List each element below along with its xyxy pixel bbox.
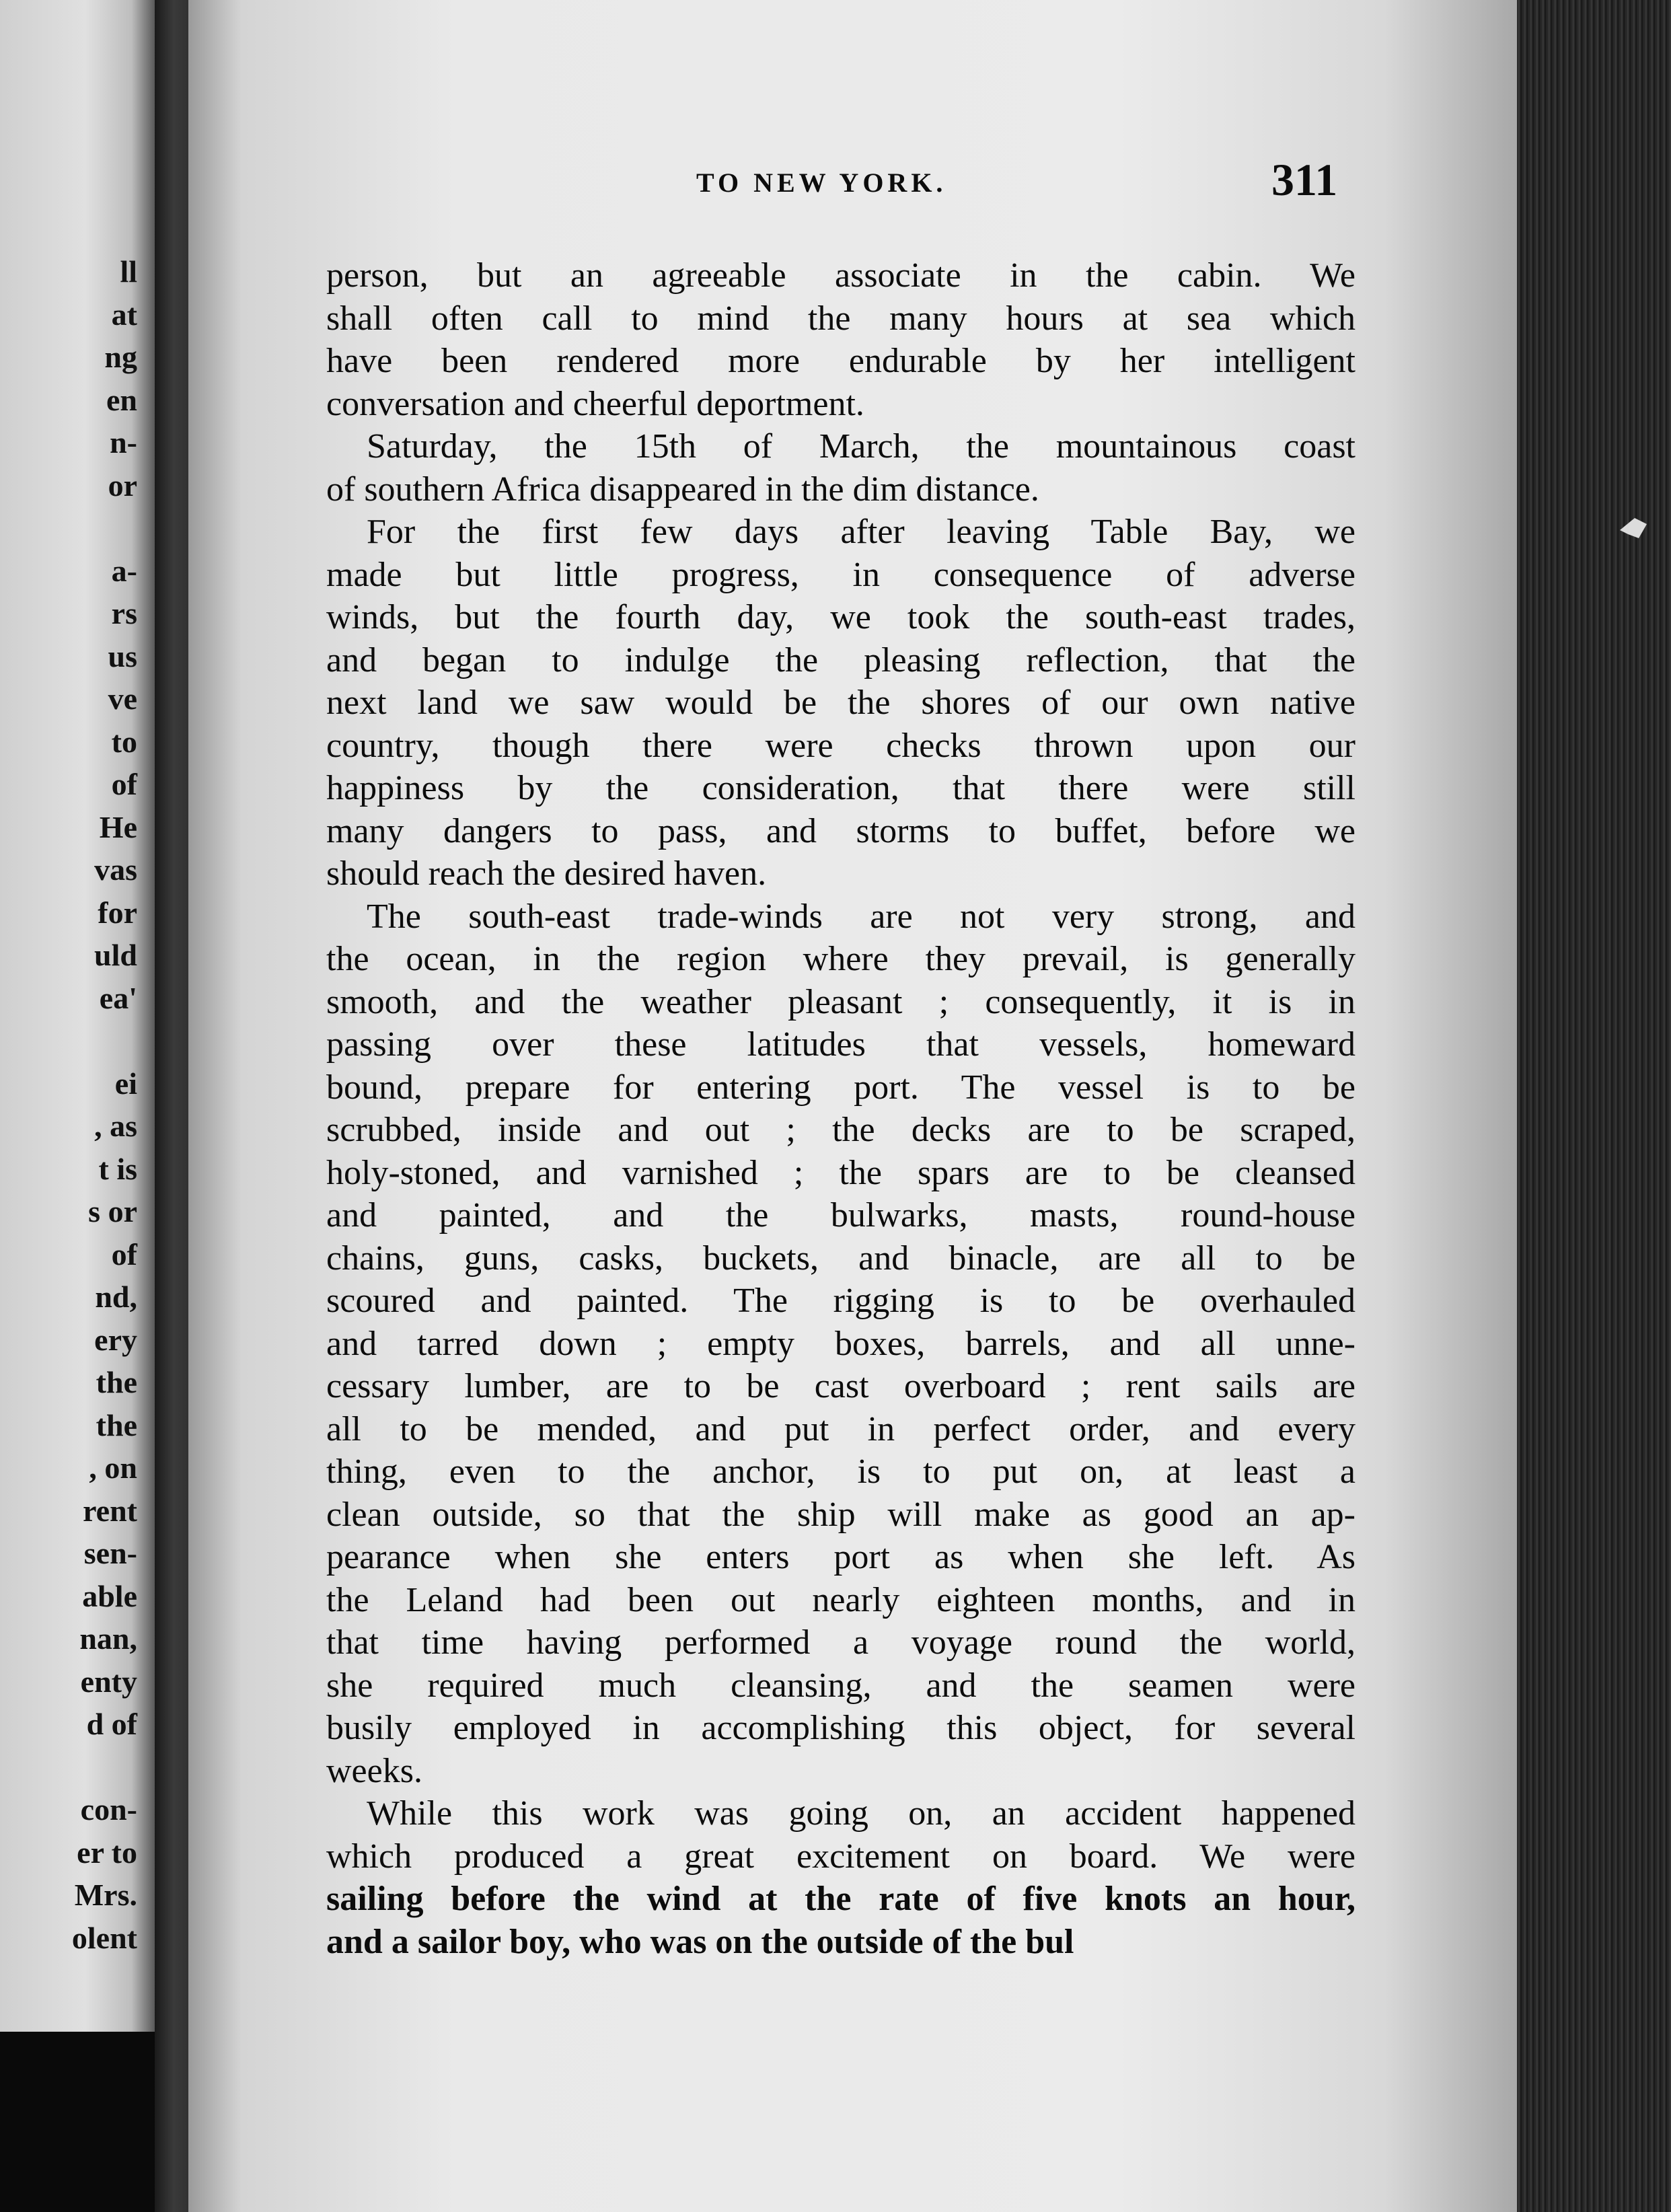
previous-page-line bbox=[72, 1746, 137, 1789]
text-line: person, but an agreeable associate in the cabin. We bbox=[326, 256, 1356, 295]
previous-page-line: uld bbox=[94, 938, 137, 972]
text-line: clean outside, so that the ship will make as good an ap- bbox=[326, 1495, 1356, 1534]
previous-page-line: or bbox=[108, 468, 137, 503]
previous-page-line: to bbox=[111, 724, 137, 759]
text-line: that time having performed a voyage round the world, bbox=[326, 1623, 1356, 1662]
text-line: next land we saw would be the shores of our own native bbox=[326, 684, 1356, 722]
paragraph bbox=[326, 254, 1356, 425]
previous-page-line: vas bbox=[94, 852, 137, 887]
previous-page-line: n- bbox=[110, 425, 137, 459]
previous-page-line: olent bbox=[71, 1920, 137, 1955]
previous-page-line: the bbox=[96, 1407, 137, 1442]
text-line: thing, even to the anchor, is to put on, at least a bbox=[326, 1452, 1356, 1491]
previous-page-line: ng bbox=[104, 340, 137, 374]
text-line: all to be mended, and put in perfect order, and every bbox=[326, 1409, 1356, 1448]
text-line: and a sailor boy, who was on the outside of the bul bbox=[326, 1922, 1074, 1961]
previous-page-line: , on bbox=[89, 1450, 137, 1485]
text-line: winds, but the fourth day, we took the south-east trades, bbox=[326, 598, 1356, 636]
text-line: smooth, and the weather pleasant ; consequently, it is in bbox=[326, 982, 1356, 1021]
text-line: made but little progress, in consequence of adverse bbox=[326, 555, 1356, 594]
text-line: passing over these latitudes that vessels, homeward bbox=[326, 1025, 1356, 1064]
previous-page-line: t is bbox=[98, 1151, 137, 1186]
text-line: pearance when she enters port as when she left. As bbox=[326, 1538, 1356, 1576]
text-line: For the first few days after leaving Table Bay, we bbox=[367, 513, 1356, 551]
paragraph bbox=[326, 895, 1356, 1793]
previous-page-line: for bbox=[98, 895, 137, 930]
previous-page-line: con- bbox=[80, 1792, 137, 1827]
text-line: the ocean, in the region where they prevail, is generally bbox=[326, 940, 1356, 978]
previous-page-line: able bbox=[82, 1578, 137, 1613]
text-line: cessary lumber, are to be cast overboard ; rent sails are bbox=[326, 1367, 1356, 1405]
text-line: weeks. bbox=[326, 1751, 422, 1790]
previous-page-line: ve bbox=[108, 681, 137, 716]
previous-page-line: rs bbox=[111, 596, 137, 630]
previous-page-line: nan, bbox=[79, 1621, 137, 1656]
text-line: busily employed in accomplishing this object, for several bbox=[326, 1709, 1356, 1747]
previous-page-line: us bbox=[108, 638, 137, 673]
previous-page-line: a- bbox=[111, 553, 137, 588]
text-line: should reach the desired haven. bbox=[326, 854, 767, 893]
text-line: happiness by the consideration, that there were still bbox=[326, 769, 1356, 807]
previous-page-line: nd, bbox=[95, 1280, 137, 1314]
previous-page-line: rent bbox=[83, 1493, 137, 1528]
text-line: Saturday, the 15th of March, the mountainous coast bbox=[367, 427, 1356, 466]
previous-page-line: Mrs. bbox=[74, 1878, 137, 1912]
paragraph bbox=[326, 425, 1356, 511]
previous-page-line: of bbox=[111, 1237, 137, 1271]
text-line: holy-stoned, and varnished ; the spars are to be cleansed bbox=[326, 1153, 1356, 1192]
previous-page-line: en bbox=[106, 382, 137, 417]
text-line: and tarred down ; empty boxes, barrels, and all unne- bbox=[326, 1324, 1356, 1363]
running-head: TO NEW YORK. bbox=[696, 168, 947, 198]
previous-page-line: , as bbox=[94, 1109, 137, 1143]
paragraph bbox=[326, 511, 1356, 895]
text-line: sailing before the wind at the rate of five knots an hour, bbox=[326, 1880, 1356, 1918]
previous-page-line: er to bbox=[77, 1835, 137, 1870]
previous-page-line: ei bbox=[114, 1066, 137, 1101]
text-line: The south-east trade-winds are not very strong, and bbox=[367, 897, 1356, 936]
text-line: country, though there were checks thrown upon our bbox=[326, 726, 1356, 765]
previous-page-line: at bbox=[111, 297, 137, 332]
text-line: the Leland had been out nearly eighteen months, and in bbox=[326, 1580, 1356, 1619]
text-line: conversation and cheerful deportment. bbox=[326, 384, 864, 423]
previous-page-line: of bbox=[111, 767, 137, 801]
page-number: 311 bbox=[1271, 154, 1338, 205]
page-edges bbox=[1517, 0, 1671, 2212]
paragraph bbox=[326, 1792, 1356, 1963]
previous-page-line: d of bbox=[86, 1707, 137, 1741]
text-line: which produced a great excitement on board. We were bbox=[326, 1837, 1356, 1876]
previous-page-line: ery bbox=[94, 1322, 137, 1357]
text-line: While this work was going on, an accident happened bbox=[367, 1794, 1356, 1833]
text-line: scoured and painted. The rigging is to be overhauled bbox=[326, 1282, 1356, 1320]
previous-page-line: ea' bbox=[99, 980, 137, 1015]
previous-page-line bbox=[72, 507, 137, 550]
previous-page-text bbox=[72, 250, 137, 1959]
previous-page-line: ll bbox=[120, 254, 137, 289]
previous-page-line bbox=[72, 1019, 137, 1062]
text-line: shall often call to mind the many hours at sea which bbox=[326, 299, 1356, 338]
previous-page-fragment bbox=[0, 0, 155, 2032]
text-line: chains, guns, casks, buckets, and binacle, are all to be bbox=[326, 1239, 1356, 1278]
text-line: and painted, and the bulwarks, masts, round-house bbox=[326, 1196, 1356, 1234]
text-line: many dangers to pass, and storms to buffet, before we bbox=[326, 811, 1356, 850]
text-line: bound, prepare for entering port. The vessel is to be bbox=[326, 1068, 1356, 1107]
previous-page-line: He bbox=[99, 809, 137, 844]
body-text bbox=[326, 254, 1356, 1963]
text-line: have been rendered more endurable by her intelligent bbox=[326, 342, 1356, 380]
previous-page-line: s or bbox=[88, 1194, 137, 1228]
text-line: she required much cleansing, and the seamen were bbox=[326, 1666, 1356, 1705]
previous-page-line: sen- bbox=[83, 1536, 137, 1570]
previous-page-line: the bbox=[96, 1365, 137, 1399]
text-line: and began to indulge the pleasing reflection, that the bbox=[326, 640, 1356, 679]
text-line: scrubbed, inside and out ; the decks are to be scraped, bbox=[326, 1111, 1356, 1149]
previous-page-line: enty bbox=[80, 1664, 137, 1699]
text-line: of southern Africa disappeared in the dim distance. bbox=[326, 470, 1039, 509]
